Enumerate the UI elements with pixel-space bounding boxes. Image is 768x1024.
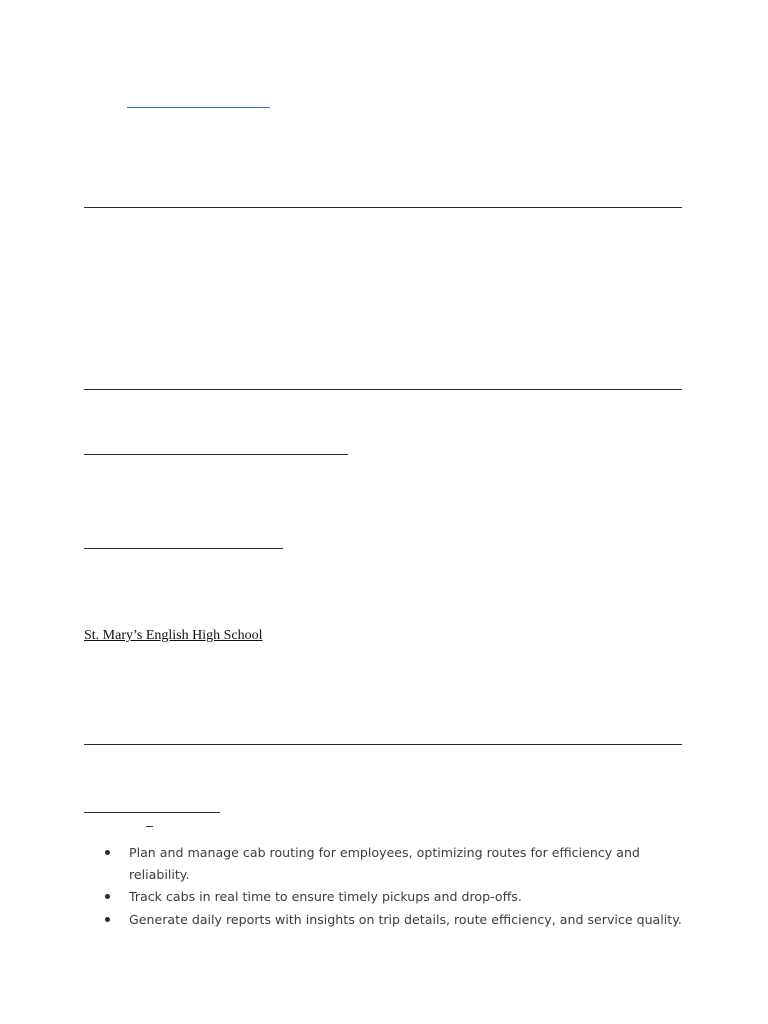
school-name: St. Mary’s English High School — [84, 628, 263, 643]
list-item — [105, 842, 685, 885]
responsibility-list — [105, 842, 685, 931]
bullet-icon — [105, 894, 110, 899]
section-divider-3 — [84, 744, 682, 745]
bullet-icon — [105, 850, 110, 855]
field-underline-2 — [84, 548, 283, 549]
list-item-text: Track cabs in real time to ensure timely pickups and drop-offs. — [129, 889, 522, 904]
bullet-icon — [105, 917, 110, 922]
section-divider-2 — [84, 389, 682, 390]
hyperlink-underline[interactable] — [127, 107, 270, 108]
field-underline-1 — [84, 454, 348, 455]
list-item-text: Generate daily reports with insights on trip details, route efficiency, and service quality. — [129, 911, 682, 927]
section-divider-1 — [84, 207, 682, 208]
field-underline-3 — [84, 812, 220, 813]
list-item-text: Plan and manage cab routing for employees, optimizing routes for efficiency and reliability. — [129, 845, 640, 882]
list-item — [105, 886, 685, 908]
dash-mark: – — [146, 818, 154, 833]
list-item — [105, 909, 685, 931]
